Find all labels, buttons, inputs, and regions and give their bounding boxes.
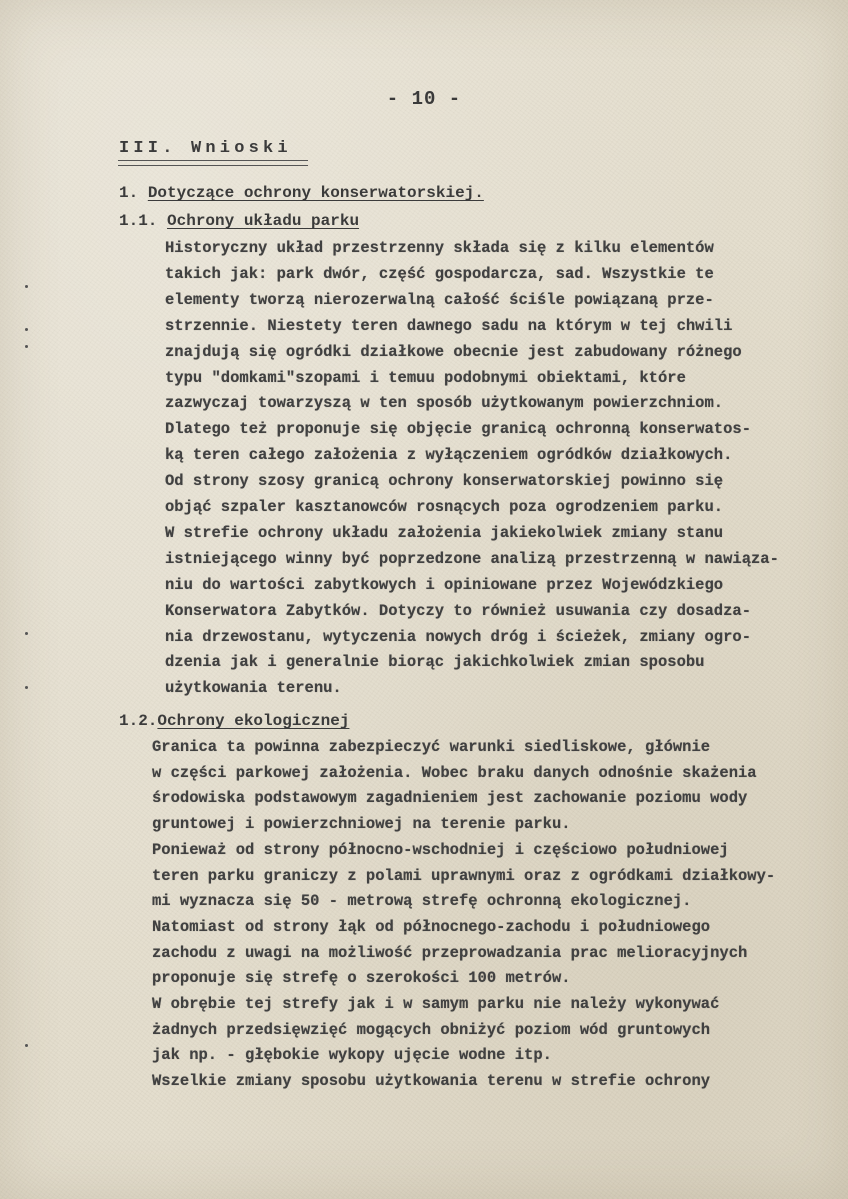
body-line: objąć szpaler kasztanowców rosnących poza ogrodzeniem parku. (165, 498, 724, 516)
subsection-1-heading (119, 185, 484, 201)
body-line: dzenia jak i generalnie biorąc jakichkolwiek zmian sposobu (165, 653, 705, 672)
body-line: istniejącego winny być poprzedzone analizą przestrzenną w nawiąza- (165, 549, 779, 568)
body-line: takich jak: park dwór, część gospodarcza, sad. Wszystkie te (165, 264, 714, 283)
margin-mark (25, 632, 28, 635)
body-line: Ponieważ od strony północno-wschodniej i częściowo południowej (152, 840, 729, 859)
body-line: Konserwatora Zabytków. Dotyczy to również usuwania czy dosadza- (165, 601, 751, 620)
body-line: nia drzewostanu, wytyczenia nowych dróg i ścieżek, zmiany ogro- (165, 627, 751, 646)
subsection-1-2-body (152, 740, 842, 1090)
body-line: ką teren całego założenia z wyłączeniem ogródków działkowych. (165, 446, 733, 465)
margin-mark (25, 328, 28, 331)
body-line: Dlatego też proponuje się objęcie granicą ochronną konserwatos- (165, 420, 751, 439)
margin-mark (25, 686, 28, 689)
body-line: elementy tworzą nierozerwalną całość ściśle powiązaną prze- (165, 290, 714, 309)
body-line: mi wyznacza się 50 - metrową strefę ochronną ekologicznej. (152, 892, 692, 911)
margin-mark (25, 285, 28, 288)
body-line: Granica ta powinna zabezpieczyć warunki siedliskowe, głównie (152, 738, 711, 756)
body-line: zachodu z uwagi na możliwość przeprowadzania prac melioracyjnych (152, 943, 748, 962)
body-line: Od strony szosy granicą ochrony konserwatorskiej powinno się (165, 472, 724, 491)
section-title: III. Wnioski (119, 139, 292, 158)
body-line: Historyczny układ przestrzenny składa się z kilku elementów (165, 239, 714, 257)
body-line: jak np. - głębokie wykopy ujęcie wodne itp. (152, 1046, 552, 1065)
page-number: - 10 - (386, 88, 462, 110)
body-line: Wszelkie zmiany sposobu użytkowania terenu w strefie ochrony (152, 1072, 711, 1091)
section-title-double-underline (118, 160, 308, 166)
margin-mark (25, 345, 28, 348)
margin-mark (25, 1044, 28, 1047)
subsection-1-1-body (165, 241, 835, 701)
body-line: środowiska podstawowym zagadnieniem jest zachowanie poziomu wody (152, 789, 748, 808)
body-line: żadnych przedsięwzięć mogących obniżyć poziom wód gruntowych (152, 1020, 711, 1039)
body-line: użytkowania terenu. (165, 679, 342, 698)
subsection-1-2-heading (119, 713, 349, 729)
body-line: niu do wartości zabytkowych i opiniowane przez Wojewódzkiego (165, 575, 724, 594)
body-line: Natomiast od strony łąk od północnego-zachodu i południowego (152, 917, 711, 936)
body-line: W obrębie tej strefy jak i w samym parku nie należy wykonywać (152, 995, 720, 1013)
body-line: w części parkowej założenia. Wobec braku danych odnośnie skażenia (152, 763, 757, 782)
subsection-1-label: 1. (119, 184, 139, 202)
subsection-1-1-label: 1.1. (119, 212, 158, 230)
body-line: gruntowej i powierzchniowej na terenie parku. (152, 815, 571, 834)
body-line: proponuje się strefę o szerokości 100 metrów. (152, 969, 571, 988)
body-line: teren parku graniczy z polami uprawnymi oraz z ogródkami działkowy- (152, 866, 776, 885)
body-line: zazwyczaj towarzyszą w ten sposób użytkowanym powierzchniom. (165, 394, 724, 413)
subsection-1-1-title: Ochrony układu parku (167, 212, 360, 230)
body-line: znajdują się ogródki działkowe obecnie jest zabudowany różnego (165, 342, 742, 361)
body-line: strzennie. Niestety teren dawnego sadu na którym w tej chwili (165, 316, 733, 335)
subsection-1-2-label: 1.2. (119, 712, 158, 730)
subsection-1-2-title: Ochrony ekologicznej (157, 712, 350, 730)
subsection-1-1-heading (119, 213, 359, 229)
body-line: typu "domkami"szopami i temuu podobnymi obiektami, które (165, 368, 686, 387)
body-line: W strefie ochrony układu założenia jakiekolwiek zmiany stanu (165, 523, 724, 542)
subsection-1-title: Dotyczące ochrony konserwatorskiej. (147, 184, 484, 202)
